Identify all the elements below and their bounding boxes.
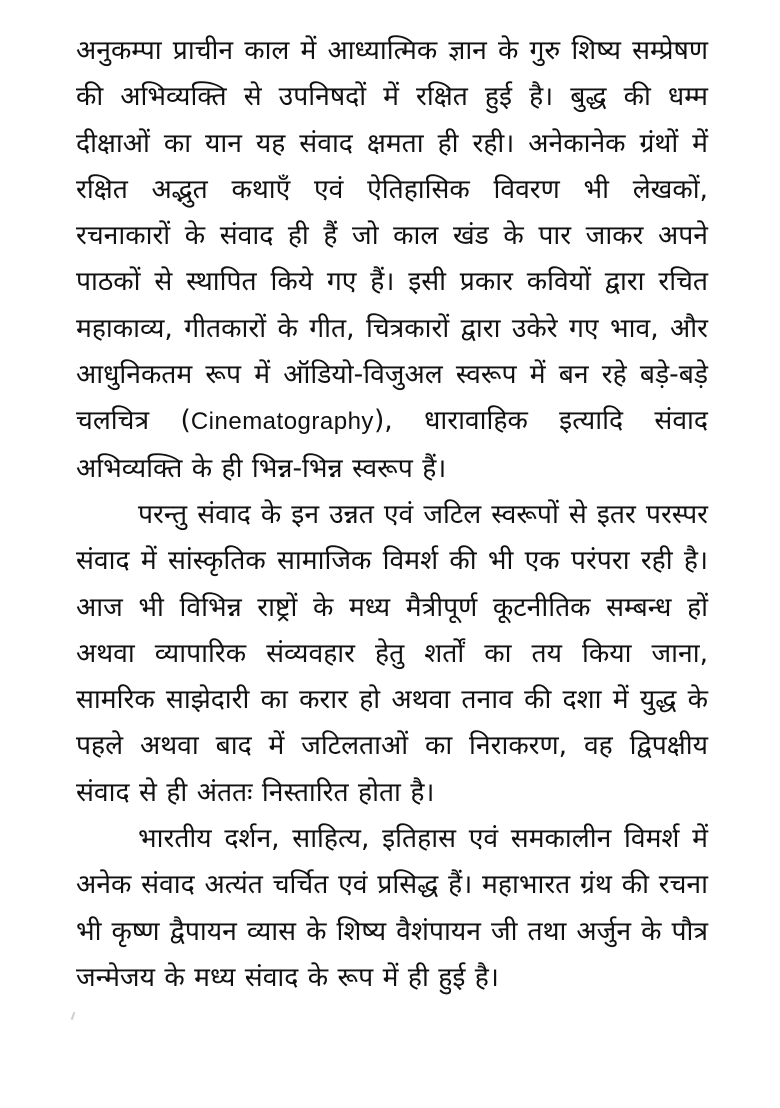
paragraph-1-text-end: ), धारावाहिक इत्यादि संवाद अभिव्यक्ति के ही भिन्न-भिन्न स्वरूप हैं।	[76, 405, 708, 484]
paragraph-1-text: अनुकम्पा प्राचीन काल में आध्यात्मिक ज्ञान के गुरु शिष्य सम्प्रेषण की अभिव्यक्ति से उपनिषदों में रक्षित हुई है। बुद्ध की धम्म दीक्षाओं का यान यह संवाद क्षमता ही रही। अनेकानेक ग्रंथों में रक्षित अद्भुत कथाएँ एवं ऐतिहासिक विवरण भी लेखकों, रचनाकारों के संवाद ही हैं जो काल खंड के पार जाकर अपने पाठकों से स्थापित किये गए हैं। इसी प्रकार कवियों द्वारा रचित महाकाव्य, गीतकारों के गीत, चित्रकारों द्वारा उकेरे गए भाव, और आधुनिकतम रूप में ऑडियो-विजुअल स्वरूप में बन रहे बड़े-बड़े चलचित्र (	[76, 35, 708, 437]
scan-mark	[71, 1012, 76, 1020]
paragraph-2: परन्तु संवाद के इन उन्नत एवं जटिल स्वरूपों से इतर परस्पर संवाद में सांस्कृतिक सामाजिक विमर्श की भी एक परंपरा रही है। आज भी विभिन्न राष्ट्रों के मध्य मैत्रीपूर्ण कूटनीतिक सम्बन्ध हों अथवा व्यापारिक संव्यवहार हेतु शर्तों का तय किया जाना, सामरिक साझेदारी का करार हो अथवा तनाव की दशा में युद्ध के पहले अथवा बाद में जटिलताओं का निराकरण, वह द्विपक्षीय संवाद से ही अंततः निस्तारित होता है।	[76, 498, 708, 808]
body-text	[76, 28, 708, 1001]
paragraph-1	[76, 28, 708, 492]
cinematography-term: Cinematography	[190, 408, 374, 436]
paragraph-3: भारतीय दर्शन, साहित्य, इतिहास एवं समकालीन विमर्श में अनेक संवाद अत्यंत चर्चित एवं प्रसिद्ध हैं। महाभारत ग्रंथ की रचना भी कृष्ण द्वैपायन व्यास के शिष्य वैशंपायन जी तथा अर्जुन के पौत्र जन्मेजय के मध्य संवाद के रूप में ही हुई है।	[76, 823, 708, 993]
